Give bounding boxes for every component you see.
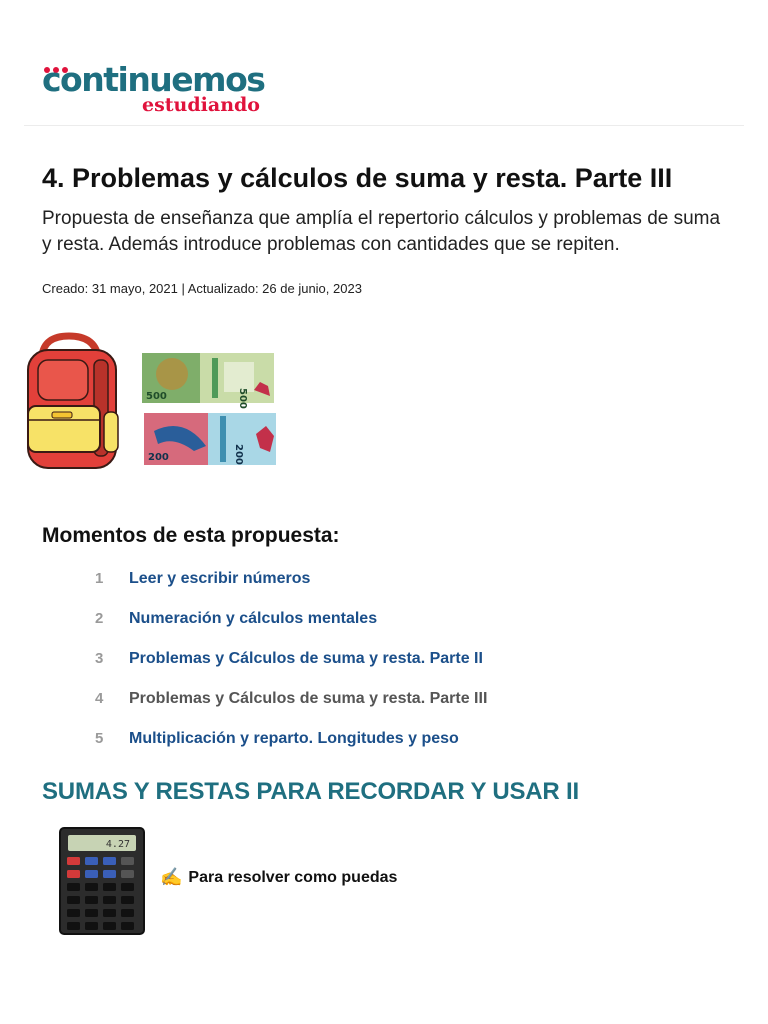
moment-link[interactable]: Multiplicación y reparto. Longitudes y peso	[129, 730, 459, 747]
moment-item-3[interactable]	[90, 650, 487, 690]
site-header	[24, 0, 744, 126]
moment-link[interactable]: Leer y escribir números	[129, 570, 311, 587]
svg-text:500: 500	[146, 391, 167, 402]
moment-number: 1	[95, 570, 104, 587]
logo-subtitle: estudiando	[142, 94, 260, 116]
moment-number: 5	[95, 730, 104, 747]
logo-name: continuemos	[42, 60, 265, 99]
backpack-and-bills-illustration	[24, 326, 292, 482]
page-description: Propuesta de enseñanza que amplía el repertorio cálculos y problemas de suma y resta. Además introduce problemas con cantidades que se repiten.	[42, 208, 721, 255]
writing-hand-icon: ✍	[160, 867, 183, 887]
moments-heading: Momentos de esta propuesta:	[42, 524, 340, 547]
task-label	[160, 867, 397, 888]
calculator-icon	[58, 826, 146, 936]
section-heading: SUMAS Y RESTAS PARA RECORDAR Y USAR II	[42, 778, 579, 805]
svg-text:200: 200	[233, 444, 244, 465]
moment-item-2[interactable]	[90, 610, 487, 650]
backpack-icon	[28, 336, 118, 468]
svg-text:200: 200	[148, 452, 169, 463]
moment-item-1[interactable]	[90, 570, 487, 610]
moment-number: 2	[95, 610, 104, 627]
moment-number: 3	[95, 650, 104, 667]
moment-item-5[interactable]	[90, 730, 487, 770]
svg-text:4.27: 4.27	[105, 839, 130, 850]
svg-text:500: 500	[237, 388, 248, 409]
task-text: Para resolver como puedas	[188, 868, 398, 886]
banknote-500-icon	[142, 353, 274, 409]
banknote-200-icon	[144, 413, 276, 465]
moment-item-4-current	[90, 690, 487, 730]
hero-image	[24, 326, 292, 482]
site-logo[interactable]	[42, 56, 282, 118]
moment-link[interactable]: Problemas y Cálculos de suma y resta. Parte II	[129, 650, 483, 667]
moments-list	[90, 570, 487, 770]
moment-link[interactable]: Numeración y cálculos mentales	[129, 610, 378, 627]
moment-number: 4	[95, 690, 104, 707]
moment-current-label: Problemas y Cálculos de suma y resta. Parte III	[129, 690, 488, 707]
page-title: 4. Problemas y cálculos de suma y resta. Parte III	[42, 163, 673, 193]
publish-dates: Creado: 31 mayo, 2021 | Actualizado: 26 de junio, 2023	[42, 281, 362, 296]
calculator-image	[58, 826, 146, 936]
